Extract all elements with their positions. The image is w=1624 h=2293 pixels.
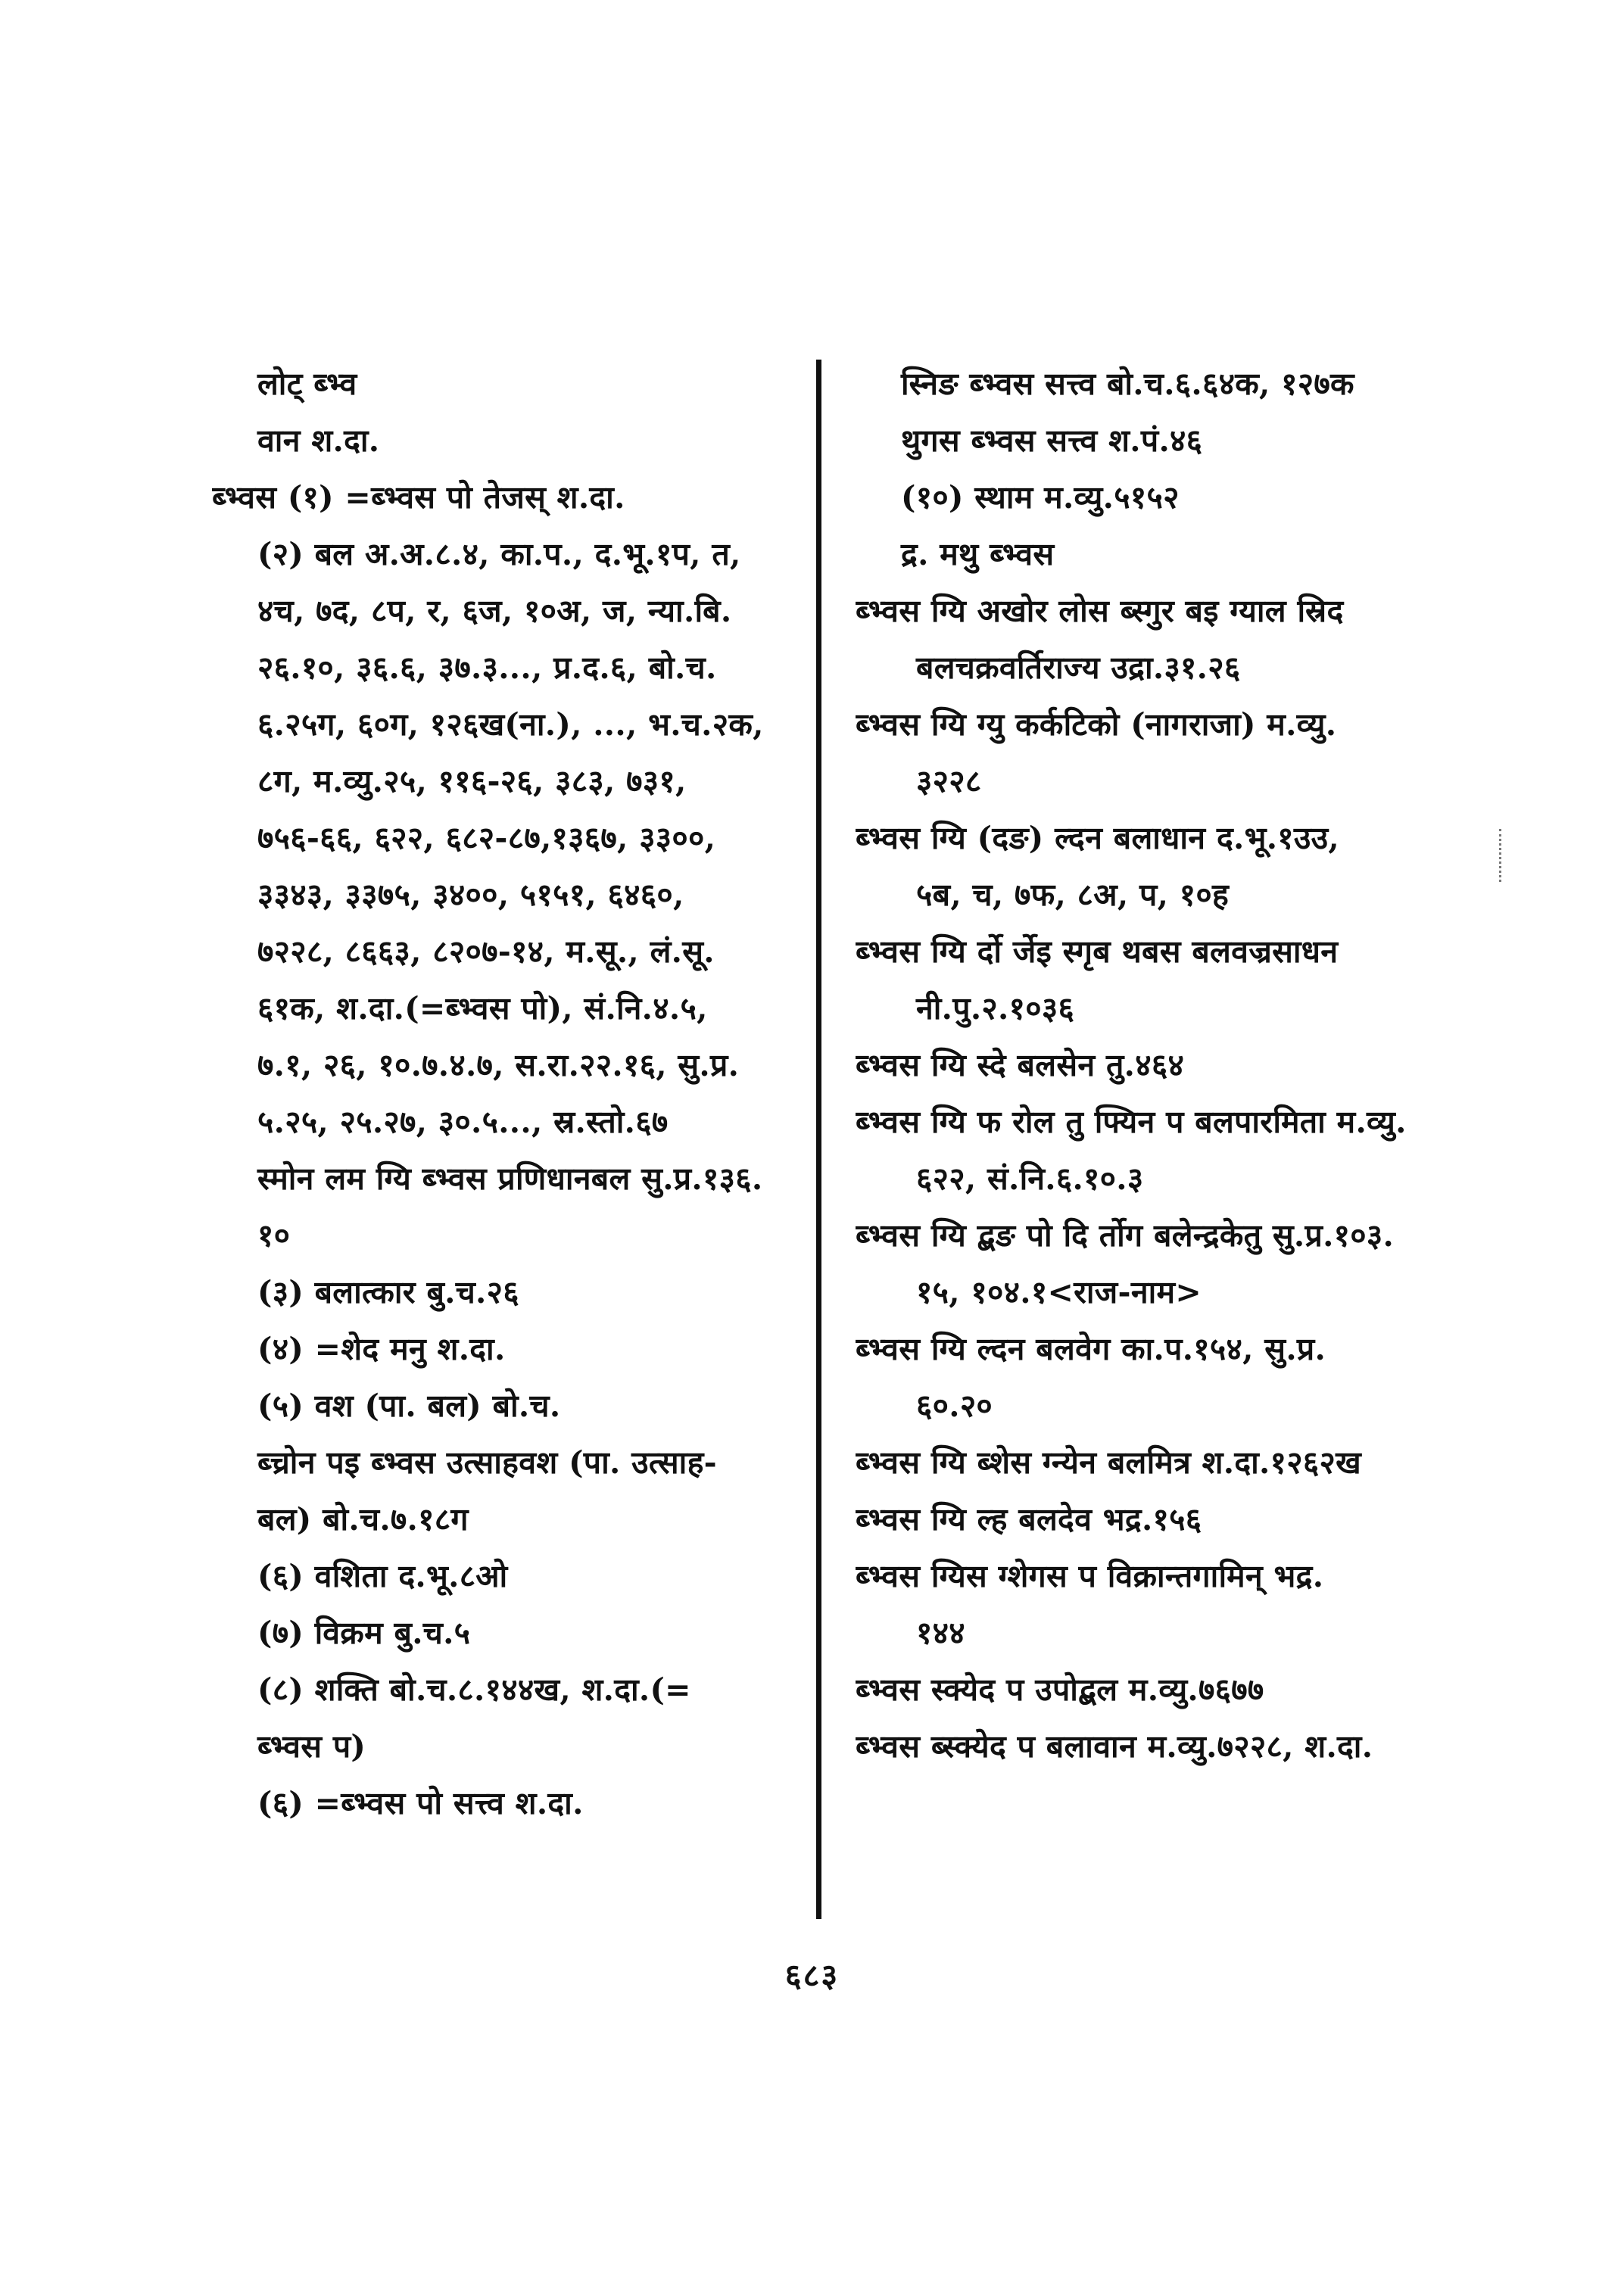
entry-line: ब्भ्वस ग्यि र्दो र्जेइ स्गृब थबस बलवज्रसाधन <box>856 933 1339 970</box>
entry-line: (८) शक्ति बो.च.८.१४४ख, श.दा.(= <box>257 1671 691 1708</box>
entry-line: १५, १०४.१<राज-नाम> <box>916 1274 1202 1310</box>
entry-line: ब्भ्वस ग्यिस ग्शेगस प विक्रान्तगामिन् भद्र. <box>856 1558 1324 1594</box>
entry-line: ८ग, म.व्यु.२५, ११६-२६, ३८३, ७३१, <box>257 763 687 799</box>
column-divider <box>816 360 821 1919</box>
entry-line: ब्भ्वस स्क्येद प उपोद्बल म.व्यु.७६७७ <box>856 1671 1264 1708</box>
entry-line: ५ब, च, ७फ, ८अ, प, १०ह <box>916 877 1230 913</box>
entry-line: ६१क, श.दा.(=ब्भ्वस पो), सं.नि.४.५, <box>257 990 708 1027</box>
entry-line: ७.१, २६, १०.७.४.७, स.रा.२२.१६, सु.प्र. <box>257 1047 740 1083</box>
entry-line: ब्भ्वस ग्यि (दङ) ल्दन बलाधान द.भू.१उउ, <box>856 820 1340 856</box>
entry-line: ब्भ्वस ग्यि ल्दन बलवेग का.प.१५४, सु.प्र. <box>856 1331 1326 1367</box>
entry-line: ६०.२० <box>916 1388 993 1424</box>
entry-line: ७२२८, ८६६३, ८२०७-१४, म.सू., लं.सू. <box>257 933 715 970</box>
entry-line: ब्भ्वस ग्यि ल्ह बलदेव भद्र.१५६ <box>856 1501 1202 1537</box>
entry-line: ४च, ७द, ८प, र, ६ज, १०अ, ज, न्या.बि. <box>257 593 732 629</box>
entry-line: लोट् ब्भ्व <box>257 366 357 402</box>
entry-line: ब्च्रोन पइ ब्भ्वस उत्साहवश (पा. उत्साह- <box>257 1444 717 1481</box>
entry-line: ब्भ्वस ग्यि ब्शेस ग्न्येन बलमित्र श.दा.१२६२ख <box>856 1444 1361 1481</box>
entry-line: ६२२, सं.नि.६.१०.३ <box>916 1161 1144 1197</box>
entry-line: १० <box>257 1217 291 1254</box>
entry-line: स्मोन लम ग्यि ब्भ्वस प्रणिधानबल सु.प्र.१३६. <box>257 1161 763 1197</box>
margin-dotted-mark <box>1499 829 1512 882</box>
entry-line: ब्भ्वस प) <box>257 1728 366 1765</box>
entry-line: बल) बो.च.७.१८ग <box>257 1501 469 1537</box>
entry-line: (६) वशिता द.भू.८ओ <box>257 1558 508 1594</box>
entry-line: द्र. मथु ब्भ्वस <box>901 536 1055 572</box>
entry-line: ७५६-६६, ६२२, ६८२-८७,१३६७, ३३००, <box>257 820 716 856</box>
entry-line: वान श.दा. <box>257 422 380 459</box>
entry-line: ५.२५, २५.२७, ३०.५..., स्र.स्तो.६७ <box>257 1104 669 1140</box>
entry-line: (७) विक्रम बु.च.५ <box>257 1615 471 1651</box>
entry-line: थुगस ब्भ्वस सत्त्व श.पं.४६ <box>901 422 1203 459</box>
entry-line: ६.२५ग, ६०ग, १२६ख(ना.), ..., भ.च.२क, <box>257 706 764 743</box>
entry-line: ब्भ्वस ग्यि ग्यु कर्कटिको (नागराजा) म.व्यु. <box>856 706 1337 743</box>
entry-line: ब्भ्वस (१) =ब्भ्वस पो तेजस् श.दा. <box>212 479 625 516</box>
entry-line: (२) बल अ.अ.८.४, का.प., द.भू.१प, त, <box>257 536 741 572</box>
entry-line: ब्भ्वस ग्यि द्बङ पो दि र्तोग बलेन्द्रकेतु सु.प्र.१०३. <box>856 1217 1395 1254</box>
entry-line: १४४ <box>916 1615 965 1651</box>
entry-line: २६.१०, ३६.६, ३७.३..., प्र.द.६, बो.च. <box>257 650 717 686</box>
entry-line: (४) =शेद मनु श.दा. <box>257 1331 506 1367</box>
entry-line: (६) =ब्भ्वस पो सत्त्व श.दा. <box>257 1785 584 1821</box>
entry-line: ब्भ्वस ब्स्क्येद प बलावान म.व्यु.७२२८, श.दा. <box>856 1728 1373 1765</box>
entry-line: बलचक्रवर्तिराज्य उद्रा.३१.२६ <box>916 650 1241 686</box>
entry-line: (१०) स्थाम म.व्यु.५१५२ <box>901 479 1180 516</box>
entry-line: (३) बलात्कार बु.च.२६ <box>257 1274 519 1310</box>
entry-line: स्निङ ब्भ्वस सत्त्व बो.च.६.६४क, १२७क <box>901 366 1354 402</box>
page-number: ६८३ <box>784 1957 840 1994</box>
entry-line: ३३४३, ३३७५, ३४००, ५१५१, ६४६०, <box>257 877 684 913</box>
right-column <box>856 356 1484 1775</box>
entry-line: ३२२८ <box>916 763 982 799</box>
entry-line: ब्भ्वस ग्यि अखोर लोस ब्स्गुर बइ ग्याल स्रिद <box>856 593 1344 629</box>
entry-line: (५) वश (पा. बल) बो.च. <box>257 1388 561 1424</box>
left-column <box>212 356 803 1832</box>
entry-line: नी.पु.२.१०३६ <box>916 990 1075 1027</box>
entry-line: ब्भ्वस ग्यि फ रोल तु फ्यिन प बलपारमिता म.व्यु. <box>856 1104 1407 1140</box>
entry-line: ब्भ्वस ग्यि स्दे बलसेन तु.४६४ <box>856 1047 1185 1083</box>
